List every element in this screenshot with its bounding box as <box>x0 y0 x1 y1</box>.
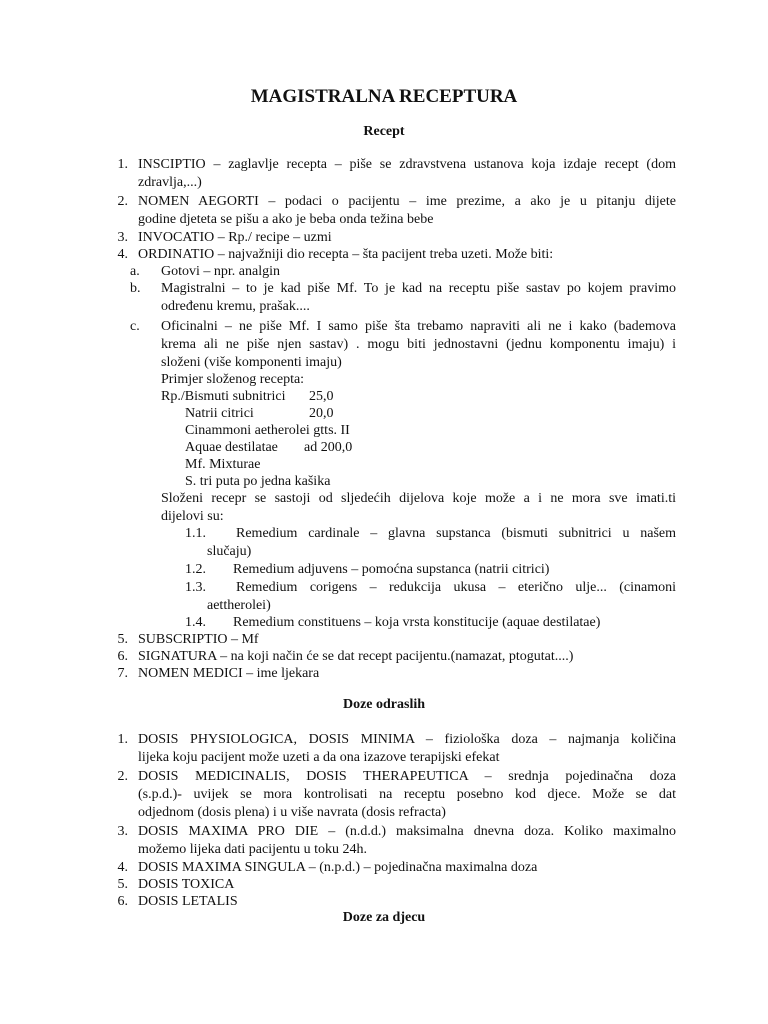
list-number: 3. <box>117 824 128 839</box>
section-heading-doze-za-djecu: Doze za djecu <box>342 910 426 925</box>
sublist-letter: b. <box>130 281 141 296</box>
list-item-text: NOMEN AEGORTI – podaci o pacijentu – ime prezime, a ako je u pitanju dijete <box>138 194 676 209</box>
remedium-text: aettherolei) <box>207 598 271 613</box>
sublist-letter: a. <box>130 264 140 279</box>
recipe-amount: ad 200,0 <box>304 440 353 455</box>
remedium-text: Remedium cardinale – glavna supstanca (bismuti subnitrici u našem <box>236 526 676 541</box>
remedium-text: Remedium constituens – koja vrsta konstitucije (aquae destilatae) <box>233 615 601 630</box>
composite-text: Složeni recepr se sastoji od sljedećih dijelova koje može a i ne mora sve imati.ti <box>161 491 676 506</box>
list-item-text: INVOCATIO – Rp./ recipe – uzmi <box>138 230 332 245</box>
list-item-text: DOSIS MAXIMA PRO DIE – (n.d.d.) maksimalna dnevna doza. Koliko maximalno <box>138 824 676 839</box>
list-item-text: zdravlja,...) <box>138 175 202 190</box>
list-item-text: (s.p.d.)- uvijek se mora kontrolisati na receptu posebno kod djece. Može se dat <box>138 787 676 802</box>
list-item-text: ORDINATIO – najvažniji dio recepta – šta pacijent treba uzeti. Može biti: <box>138 247 554 262</box>
list-item-text: NOMEN MEDICI – ime ljekara <box>138 666 320 681</box>
list-number: 1. <box>117 157 128 172</box>
remedium-text: Remedium adjuvens – pomoćna supstanca (natrii citrici) <box>233 562 550 577</box>
list-item-text: DOSIS TOXICA <box>138 877 235 892</box>
recipe-line: Aquae destilatae <box>185 440 278 455</box>
list-item-text: SUBSCRIPTIO – Mf <box>138 632 259 647</box>
recipe-line: Cinammoni aetherolei gtts. II <box>185 423 350 438</box>
recipe-line: Mf. Mixturae <box>185 457 261 472</box>
recipe-amount: 20,0 <box>309 406 334 421</box>
sublist-letter: c. <box>130 319 140 334</box>
sublist-item-text: Gotovi – npr. analgin <box>161 264 280 279</box>
list-item-text: godine djeteta se pišu a ako je beba onda težina bebe <box>138 212 434 227</box>
remedium-text: slučaju) <box>207 544 252 559</box>
list-item-text: DOSIS PHYSIOLOGICA, DOSIS MINIMA – fiziološka doza – najmanja količina <box>138 732 676 747</box>
composite-text: dijelovi su: <box>161 509 224 524</box>
remedium-number: 1.2. <box>185 562 206 577</box>
list-item-text: lijeka koju pacijent može uzeti a da ona izazove terapijski efekat <box>138 750 500 765</box>
list-number: 2. <box>117 769 128 784</box>
remedium-number: 1.4. <box>185 615 206 630</box>
list-number: 3. <box>117 230 128 245</box>
list-number: 6. <box>117 649 128 664</box>
recipe-line: S. tri puta po jedna kašika <box>185 474 331 489</box>
recipe-line: Natrii citrici <box>185 406 254 421</box>
list-item-text: DOSIS MEDICINALIS, DOSIS THERAPEUTICA – srednja pojedinačna doza <box>138 769 676 784</box>
remedium-text: Remedium corigens – redukcija ukusa – eterično ulje... (cinamoni <box>236 580 676 595</box>
section-heading-doze-odraslih: Doze odraslih <box>342 697 426 712</box>
list-number: 5. <box>117 877 128 892</box>
list-number: 7. <box>117 666 128 681</box>
list-item-text: možemo lijeka dati pacijentu u toku 24h. <box>138 842 367 857</box>
sublist-item-text: krema ali ne piše njen sastav) . mogu biti jednostavni (jednu komponentu imaju) i <box>161 337 676 352</box>
list-item-text: INSCIPTIO – zaglavlje recepta – piše se zdravstvena ustanova koja izdaje recept (dom <box>138 157 676 172</box>
sublist-item-text: Oficinalni – ne piše Mf. I samo piše šta trebamo napraviti ali ne i kako (bademova <box>161 319 676 334</box>
sublist-item-text: složeni (više komponenti imaju) <box>161 355 342 370</box>
recipe-amount: 25,0 <box>309 389 334 404</box>
remedium-number: 1.1. <box>185 526 206 541</box>
list-number: 2. <box>117 194 128 209</box>
sublist-item-text: određenu kremu, prašak.... <box>161 299 310 314</box>
example-intro: Primjer složenog recepta: <box>161 372 305 387</box>
remedium-number: 1.3. <box>185 580 206 595</box>
list-number: 4. <box>117 247 128 262</box>
list-item-text: SIGNATURA – na koji način će se dat recept pacijentu.(namazat, ptogutat....) <box>138 649 574 664</box>
list-item-text: DOSIS LETALIS <box>138 894 238 909</box>
list-number: 1. <box>117 732 128 747</box>
list-number: 5. <box>117 632 128 647</box>
list-item-text: odjednom (dosis plena) i u više navrata (dosis refracta) <box>138 805 446 820</box>
recipe-line: Rp./Bismuti subnitrici <box>161 389 286 404</box>
list-number: 6. <box>117 894 128 909</box>
page-title: MAGISTRALNA RECEPTURA <box>250 86 518 107</box>
list-number: 4. <box>117 860 128 875</box>
list-item-text: DOSIS MAXIMA SINGULA – (n.p.d.) – pojedinačna maximalna doza <box>138 860 538 875</box>
sublist-item-text: Magistralni – to je kad piše Mf. To je kad na receptu piše sastav po kojem pravimo <box>161 281 676 296</box>
section-heading-recept: Recept <box>363 124 405 139</box>
